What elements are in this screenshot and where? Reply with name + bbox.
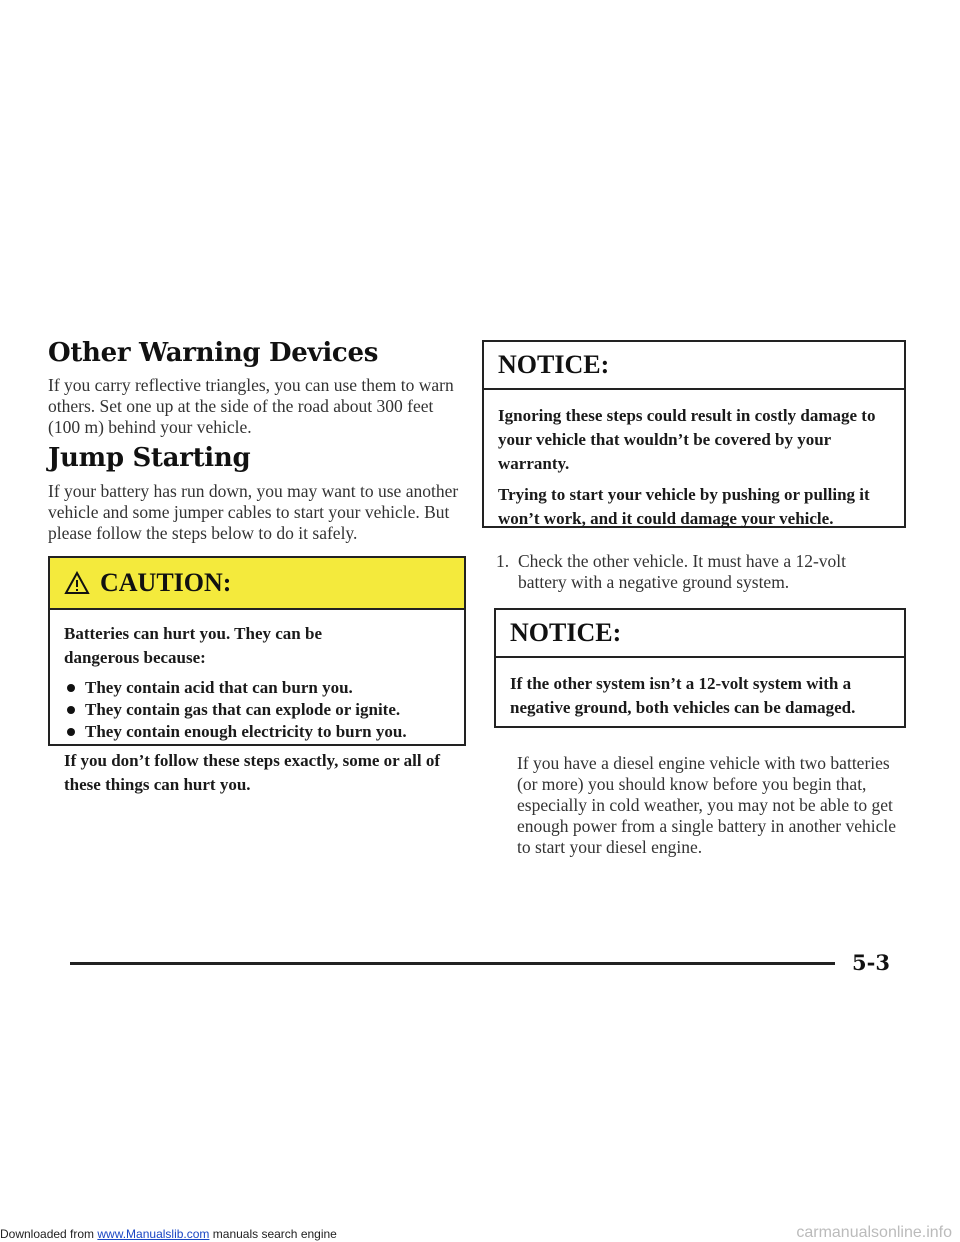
caution-intro: Batteries can hurt you. They can be dangerous because: bbox=[64, 624, 322, 667]
notice-2-header bbox=[496, 610, 904, 658]
bullet-icon bbox=[67, 684, 75, 692]
source-banner: Downloaded from www.Manualslib.com manuals search engine bbox=[0, 1227, 337, 1241]
notice-1-header bbox=[484, 342, 904, 390]
page-number: 5-3 bbox=[852, 950, 890, 975]
caution-header bbox=[50, 558, 464, 610]
notice-1-text-2: Trying to start your vehicle by pushing or pulling it won’t work, and it could damage your vehicle. bbox=[498, 485, 870, 528]
notice-1-text-1: Ignoring these steps could result in costly damage to your vehicle that wouldn’t be covered by your warranty. bbox=[498, 406, 876, 473]
bullet-icon bbox=[67, 728, 75, 736]
bullet-icon bbox=[67, 706, 75, 714]
watermark: carmanualsonline.info bbox=[796, 1224, 952, 1241]
warning-triangle-icon bbox=[64, 571, 90, 595]
list-item: They contain enough electricity to burn you. bbox=[64, 721, 448, 743]
step-text: Check the other vehicle. It must have a 12-volt battery with a negative ground system. bbox=[518, 551, 847, 592]
manualslib-link[interactable]: www.Manualslib.com bbox=[97, 1227, 210, 1241]
jump-starting-heading: Jump Starting bbox=[48, 443, 251, 473]
caution-bullet-list bbox=[64, 677, 448, 743]
jump-starting-text: If your battery has run down, you may want to use another vehicle and some jumper cables to start your vehicle. But please follow the steps below to do it safely. bbox=[48, 481, 459, 543]
other-warning-devices-heading: Other Warning Devices bbox=[48, 338, 379, 368]
caution-title: CAUTION: bbox=[100, 568, 232, 597]
notice-box-1 bbox=[482, 340, 906, 528]
diesel-note: If you have a diesel engine vehicle with two batteries (or more) you should know before you begin that, especially in cold weather, you may not be able to get enough power from a single battery in another vehicle to start your diesel engine. bbox=[517, 753, 897, 857]
caution-closing: If you don’t follow these steps exactly, some or all of these things can hurt you. bbox=[64, 751, 441, 794]
step-number: 1. bbox=[496, 551, 510, 571]
step-1 bbox=[496, 551, 896, 593]
list-item: They contain acid that can burn you. bbox=[64, 677, 448, 699]
list-item: They contain gas that can explode or ignite. bbox=[64, 699, 448, 721]
notice-2-title: NOTICE: bbox=[510, 618, 622, 647]
footer-rule bbox=[70, 962, 835, 965]
other-warning-devices-text: If you carry reflective triangles, you can use them to warn others. Set one up at the side of the road about 300 feet (100 m) behind your vehicle. bbox=[48, 375, 454, 437]
notice-2-text: If the other system isn’t a 12-volt system with a negative ground, both vehicles can be damaged. bbox=[510, 674, 856, 717]
notice-1-title: NOTICE: bbox=[498, 350, 610, 379]
notice-box-2 bbox=[494, 608, 906, 728]
caution-box bbox=[48, 556, 466, 794]
